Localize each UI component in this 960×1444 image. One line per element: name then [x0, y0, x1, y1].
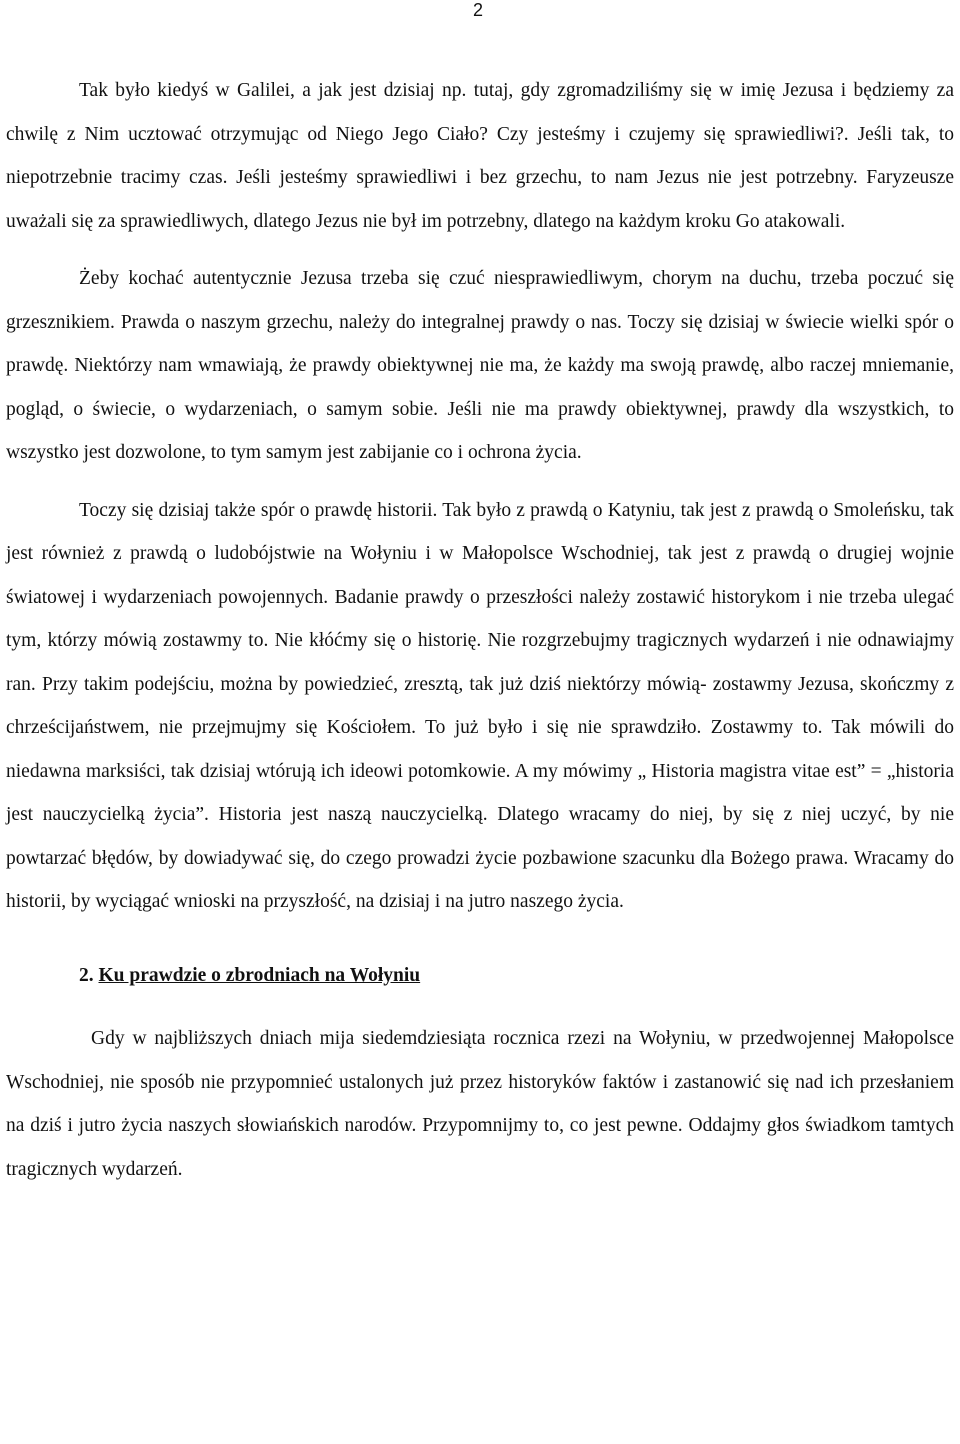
paragraph-volhynia-anniversary: Gdy w najbliższych dniach mija siedemdziesiąta rocznica rzezi na Wołyniu, w przedwojennej Małopolsce Wschodniej, nie sposób nie przypomnieć ustalonych już przez historyków faktów i zastanowić się nad ich przesłaniem na dziś i jutro życia naszych słowiańskich narodów. Przypomnijmy to, co jest pewne. Oddajmy głos świadkom tamtych tragicznych wydarzeń.	[6, 1028, 954, 1180]
paragraph-history-dispute: Toczy się dzisiaj także spór o prawdę historii. Tak było z prawdą o Katyniu, tak jest z prawdą o Smoleńsku, tak jest również z prawdą o ludobójstwie na Wołyniu i w Małopolsce Wschodniej, tak jest z prawdą o drugiej wojnie światowej i wydarzeniach powojennych. Badanie prawdy o przeszłości należy zostawić historykom i nie trzeba ulegać tym, którzy mówią zostawmy to. Nie kłóćmy się o historię. Nie rozgrzebujmy tragicznych wydarzeń i nie odnawiajmy ran. Przy takim podejściu, można by powiedzieć, zresztą, tak już dziś niektórzy mówią- zostawmy Jezusa, skończmy z chrześcijaństwem, nie przejmujmy się Kościołem. To już było i się nie sprawdziło. Zostawmy to. Tak mówili do niedawna marksiści, tak dzisiaj wtórują ich ideowi potomkowie. A my mówimy „ Historia magistra vitae est” = „historia jest nauczycielką życia”. Historia jest naszą nauczycielką. Dlatego wracamy do niej, by się z niej uczyć, by nie powtarzać błędów, by dowiadywać się, do czego prowadzi życie pozbawione szacunku dla Bożego prawa. Wracamy do historii, by wyciągać wnioski na przyszłość, na dzisiaj i na jutro naszego życia.	[6, 499, 954, 912]
document-body	[6, 69, 954, 1191]
paragraph-galilee: Tak było kiedyś w Galilei, a jak jest dzisiaj np. tutaj, gdy zgromadziliśmy się w imię Jezusa i będziemy za chwilę z Nim ucztować otrzymując od Niego Jego Ciało? Czy jesteśmy i czujemy się sprawiedliwi?. Jeśli tak, to niepotrzebnie tracimy czas. Jeśli jesteśmy sprawiedliwi i bez grzechu, to nam Jezus nie jest potrzebny. Faryzeusze uważali się za sprawiedliwych, dlatego Jezus nie był im potrzebny, dlatego na każdym kroku Go atakowali.	[6, 80, 954, 232]
section-title: Ku prawdzie o zbrodniach na Wołyniu	[98, 964, 421, 986]
paragraph-love-jesus: Żeby kochać autentycznie Jezusa trzeba się czuć niesprawiedliwym, chorym na duchu, trzeba poczuć się grzesznikiem. Prawda o naszym grzechu, należy do integralnej prawdy o nas. Toczy się dzisiaj w świecie wielki spór o prawdę. Niektórzy nam wmawiają, że prawdy obiektywnej nie ma, że każdy ma swoją prawdę, albo raczej mniemanie, pogląd, o świecie, o wydarzeniach, o samym sobie. Jeśli nie ma prawdy obiektywnej, prawdy dla wszystkich, to wszystko jest dozwolone, to tym samym jest zabijanie co i ochrona życia.	[6, 268, 954, 463]
section-heading	[6, 954, 954, 998]
page-number: 2	[473, 0, 484, 20]
section-number: 2.	[79, 964, 94, 986]
